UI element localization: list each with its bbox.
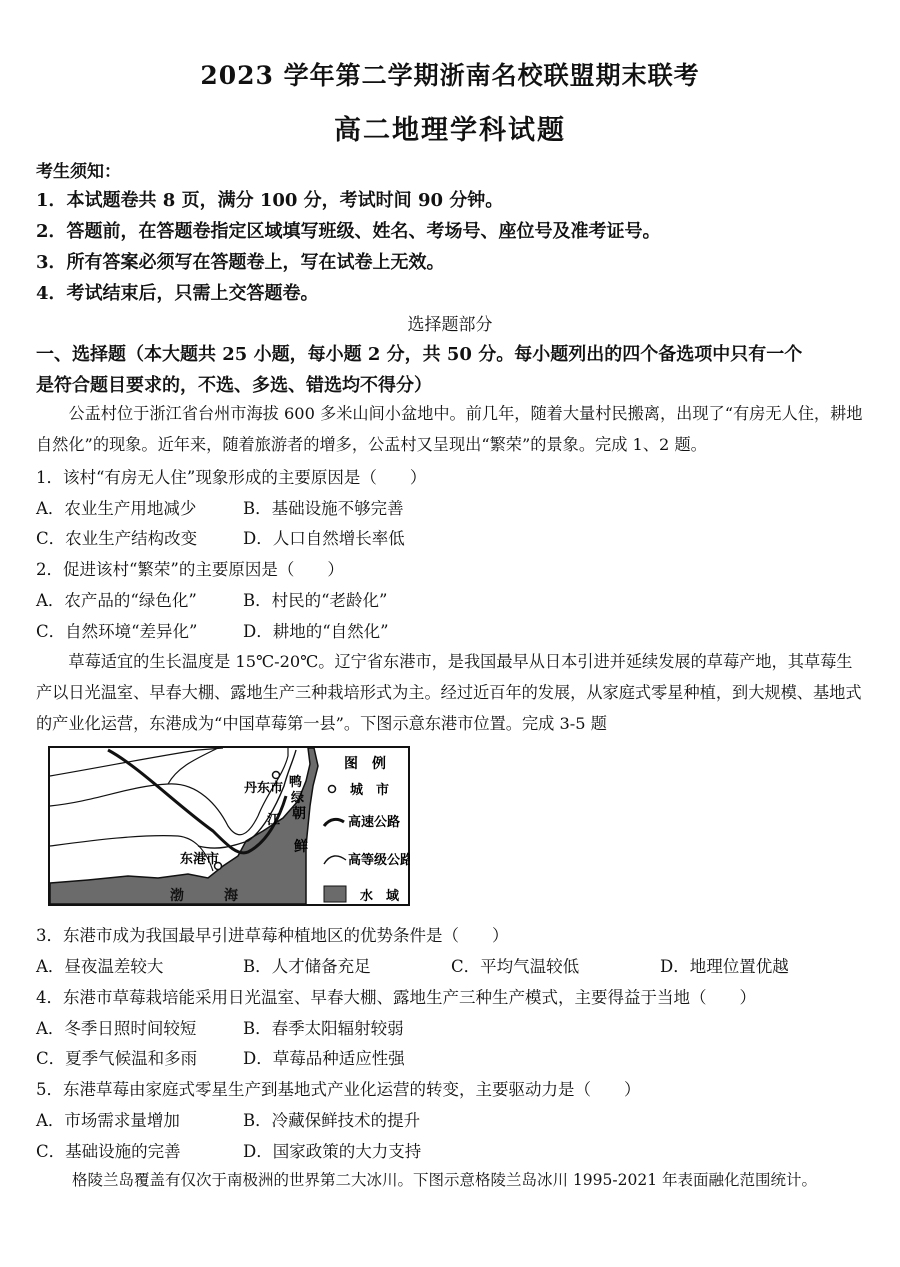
label-bohai: 海 [224, 888, 238, 904]
label-dandong: 丹东市 [244, 781, 284, 796]
legend-water: 水 域 [360, 889, 400, 904]
notice-heading: 考生须知： [36, 162, 121, 182]
question-4-stem: 4．东港市草莓栽培能采用日光温室、早春大棚、露地生产三种生产模式，主要得益于当地（ ） [36, 988, 756, 1007]
exam-subtitle: 高二地理学科试题 [334, 115, 566, 146]
question-3-option-b[interactable]: B．人才储备充足 [243, 957, 371, 976]
question-5-option-c[interactable]: C．基础设施的完善 [36, 1142, 181, 1161]
legend-water-icon [324, 886, 346, 902]
donggang-location-map [48, 746, 410, 906]
label-yalu: 江 [267, 813, 281, 828]
passage-2: 草莓适宜的生长温度是 15℃-20℃。辽宁省东港市，是我国最早从日本引进并延续发展的草莓产地，其草莓生产以日光温室、早春大棚、露地生产三种栽培形式为主。经过近百年的发展，从家庭式零星种植，到大规模、基地式的产业化运营，东港成为“中国草莓第一县”。下图示意东港市位置。完成 3-5 题 [36, 652, 862, 733]
legend-city-icon [329, 786, 336, 793]
section-instruction: 是符合题目要求的，不选、多选、错选均不得分） [36, 375, 432, 396]
question-2-option-c[interactable]: C．自然环境“差异化” [36, 622, 198, 641]
label-korea: 朝 [292, 806, 306, 822]
question-3-option-d[interactable]: D．地理位置优越 [660, 957, 789, 976]
question-1-option-d[interactable]: D．人口自然增长率低 [243, 529, 405, 548]
legend-expressway: 高速公路 [348, 815, 401, 830]
question-4-option-b[interactable]: B．春季太阳辐射较弱 [243, 1019, 404, 1038]
section-instruction: 一、选择题（本大题共 25 小题，每小题 2 分，共 50 分。每小题列出的四个备选项中只有一个 [36, 344, 803, 365]
notice-item: 1．本试题卷共 8 页，满分 100 分，考试时间 90 分钟。 [36, 190, 504, 211]
question-3-stem: 3．东港市成为我国最早引进草莓种植地区的优势条件是（ ） [36, 926, 509, 945]
label-yalu: 绿 [291, 791, 305, 806]
question-3-option-c[interactable]: C．平均气温较低 [451, 957, 580, 976]
question-1-stem: 1．该村“有房无人住”现象形成的主要原因是（ ） [36, 468, 427, 487]
question-2-stem: 2．促进该村“繁荣”的主要原因是（ ） [36, 560, 344, 579]
question-2-option-b[interactable]: B．村民的“老龄化” [243, 591, 388, 610]
legend-city: 城 市 [350, 783, 390, 798]
question-2-option-a[interactable]: A．农产品的“绿色化” [36, 591, 197, 610]
city-marker-dandong [273, 772, 280, 779]
question-5-stem: 5．东港草莓由家庭式零星生产到基地式产业化运营的转变，主要驱动力是（ ） [36, 1080, 641, 1099]
question-1-option-b[interactable]: B．基础设施不够完善 [243, 499, 404, 518]
question-5-option-d[interactable]: D．国家政策的大力支持 [243, 1142, 422, 1161]
question-5-option-b[interactable]: B．冷藏保鲜技术的提升 [243, 1111, 421, 1130]
legend-highway: 高等级公路 [348, 853, 410, 868]
question-1-option-a[interactable]: A．农业生产用地减少 [36, 499, 197, 518]
label-bohai: 渤 [170, 888, 184, 904]
notice-item: 2．答题前，在答题卷指定区域填写班级、姓名、考场号、座位号及准考证号。 [36, 221, 661, 242]
map-graphic [48, 746, 410, 906]
question-4-option-d[interactable]: D．草莓品种适应性强 [243, 1049, 405, 1068]
question-4-option-c[interactable]: C．夏季气候温和多雨 [36, 1049, 198, 1068]
question-5-option-a[interactable]: A．市场需求量增加 [36, 1111, 180, 1130]
passage-1: 公盂村位于浙江省台州市海拔 600 多米山间小盆地中。前几年，随着大量村民搬离，出现了“有房无人住，耕地自然化”的现象。近年来，随着旅游者的增多，公盂村又呈现出“繁荣”的景象。完成 1、2 题。 [36, 404, 863, 454]
passage-3: 格陵兰岛覆盖有仅次于南极洲的世界第二大冰川。下图示意格陵兰岛冰川 1995-2021 年表面融化范围统计。 [72, 1171, 817, 1189]
label-donggang: 东港市 [180, 852, 220, 867]
legend-title: 图 例 [344, 756, 386, 772]
notice-item: 4．考试结束后，只需上交答题卷。 [36, 283, 319, 304]
question-1-option-c[interactable]: C．农业生产结构改变 [36, 529, 198, 548]
exam-title: 2023 学年第二学期浙南名校联盟期末联考 [200, 61, 700, 90]
question-3-option-a[interactable]: A．昼夜温差较大 [36, 957, 164, 976]
question-4-option-a[interactable]: A．冬季日照时间较短 [36, 1019, 197, 1038]
question-2-option-d[interactable]: D．耕地的“自然化” [243, 622, 389, 641]
notice-item: 3．所有答案必须写在答题卷上，写在试卷上无效。 [36, 252, 445, 273]
section-label: 选择题部分 [407, 315, 493, 335]
label-korea: 鲜 [294, 839, 308, 855]
label-yalu: 鸭 [289, 775, 303, 790]
